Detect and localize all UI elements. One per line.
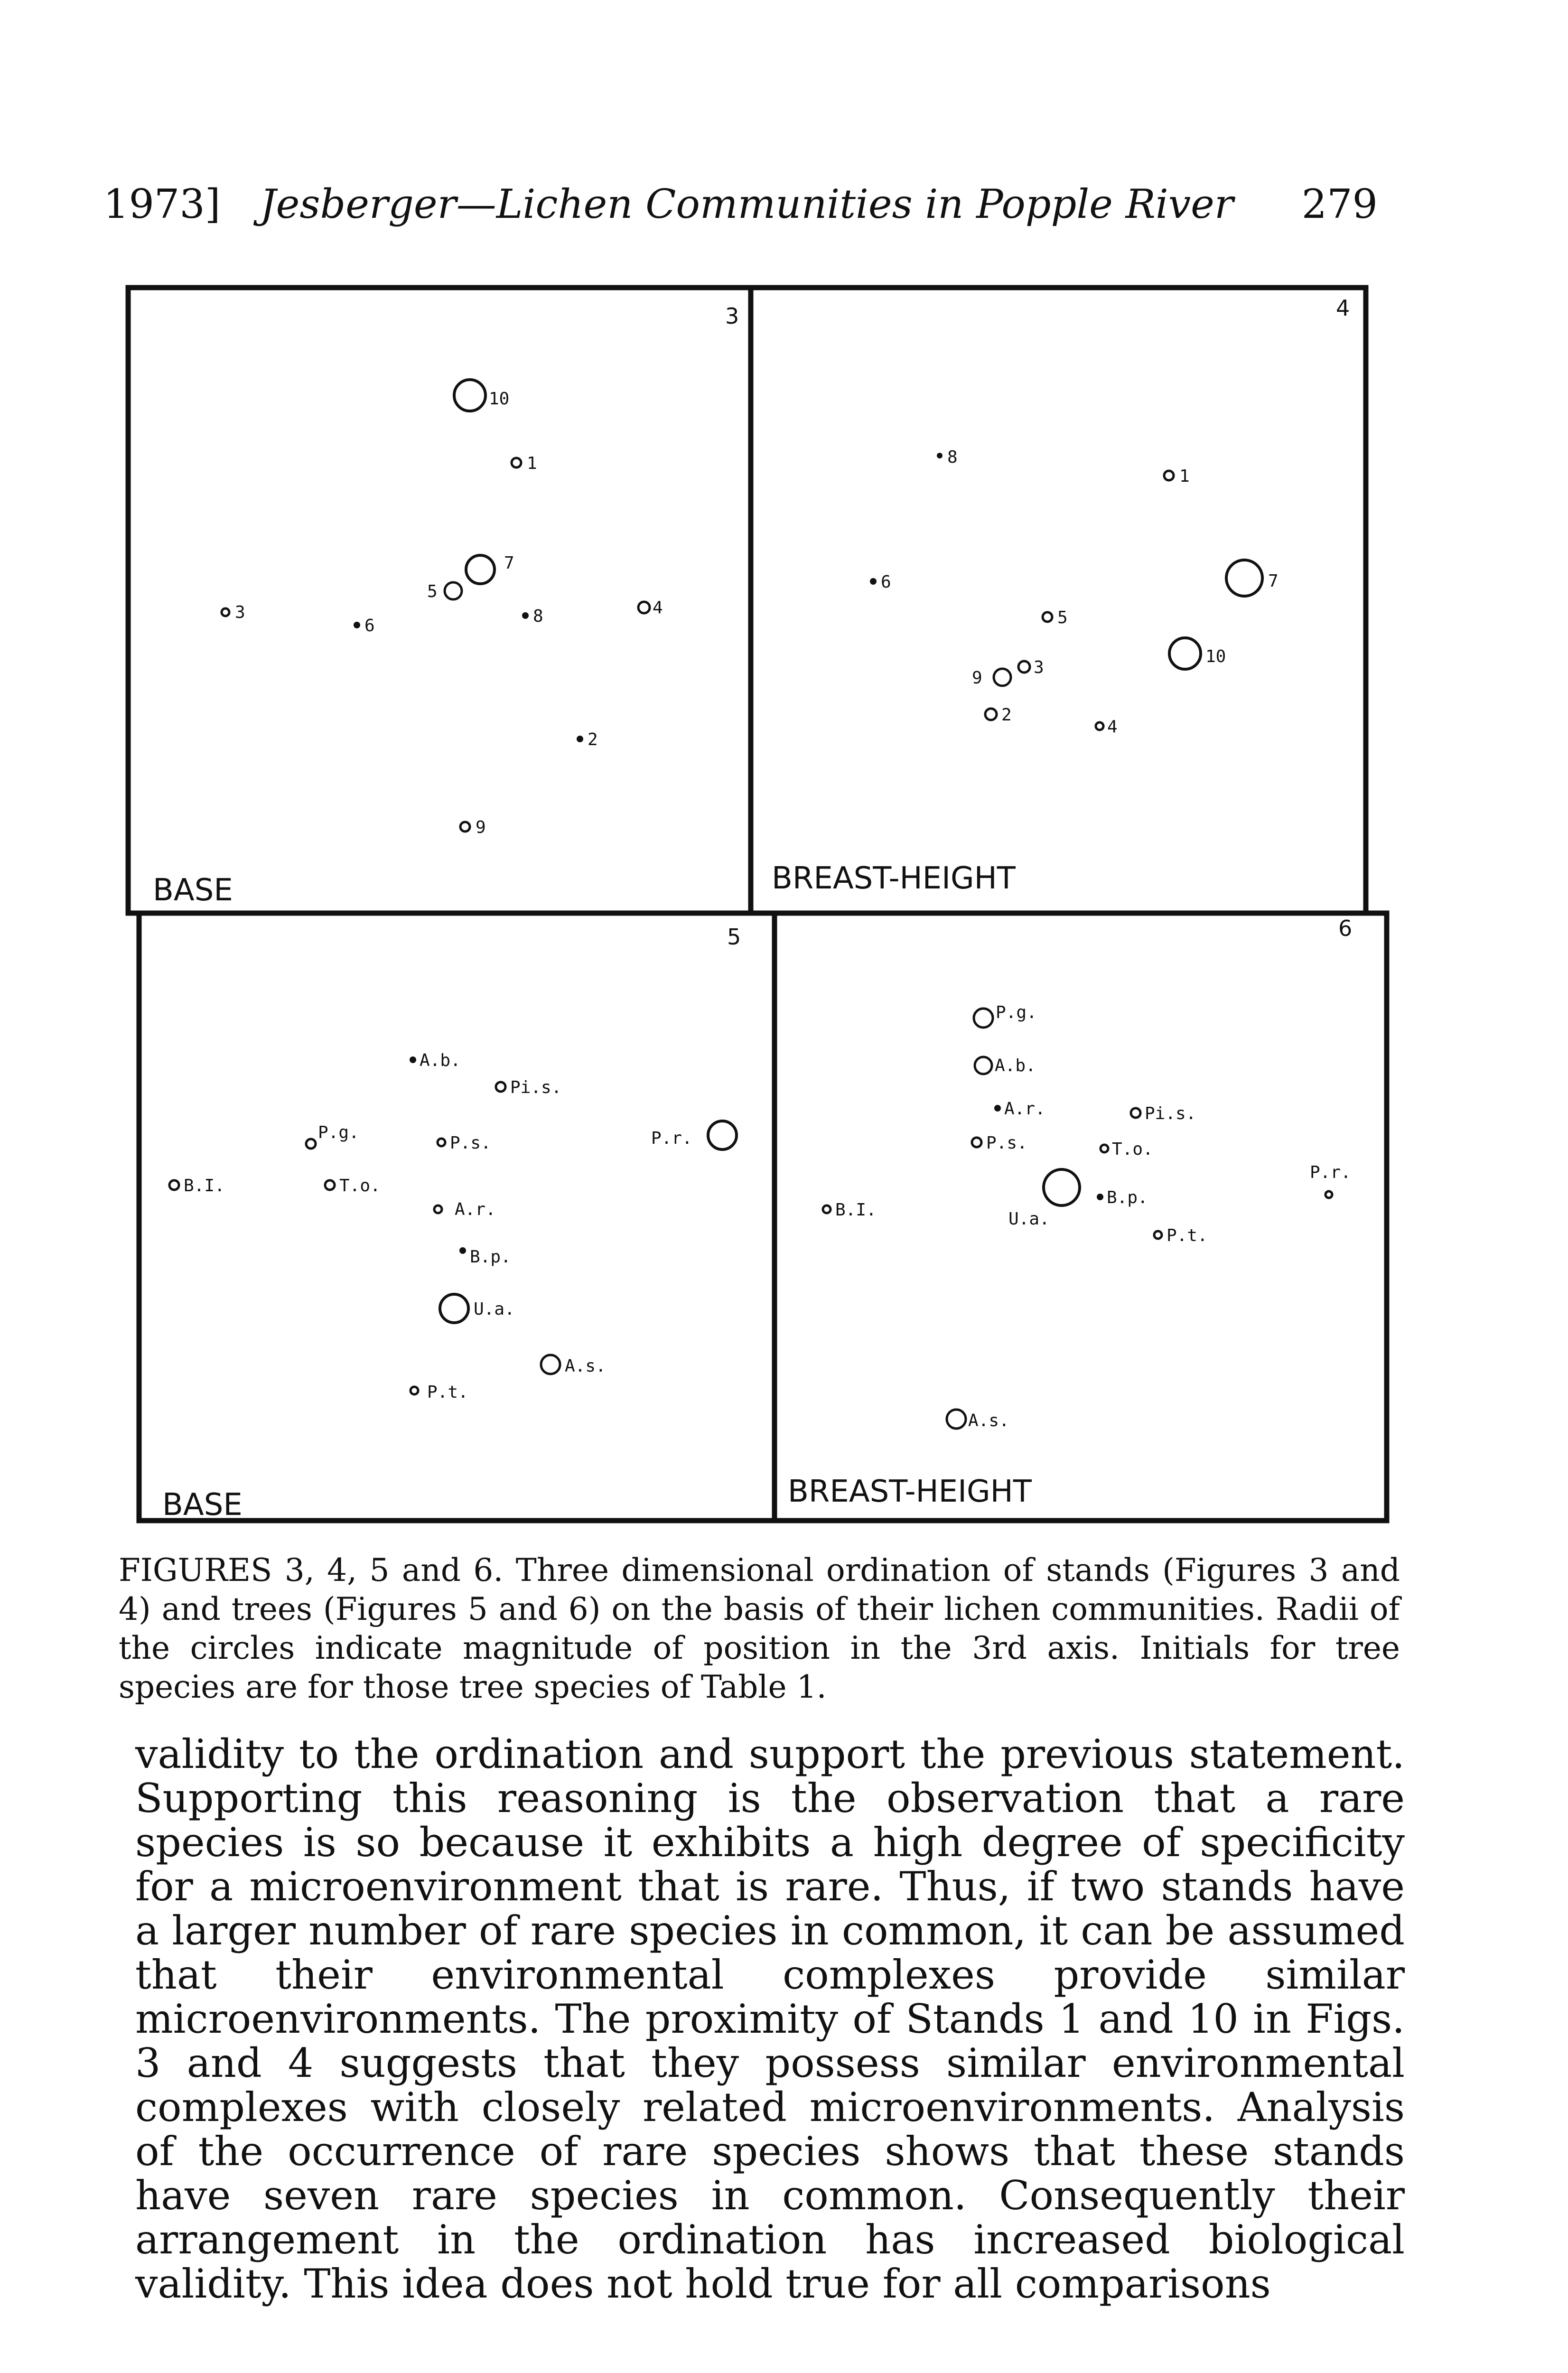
fig3-point-marker [222, 608, 229, 616]
fig3-label: BASE [153, 873, 233, 908]
fig4-label: BREAST-HEIGHT [772, 861, 1016, 896]
fig4-point-label: 4 [1107, 717, 1118, 737]
fig6-point-label: B.I. [835, 1200, 877, 1220]
fig3-point-marker [512, 458, 521, 467]
figure-caption: FIGURES 3, 4, 5 and 6. Three dimensional ordination of stands (Figures 3 and 4) and trees (Figures 5 and 6) on the basis of their lichen communities. Radii of the circles indicate magnitude of position in the 3rd axis. Initials for tree species are for those tree species of Table 1. [119, 1552, 1400, 1705]
fig5-point-label: A.b. [420, 1051, 461, 1070]
fig6-number: 6 [1338, 916, 1353, 941]
fig6-point-label: A.b. [995, 1056, 1036, 1075]
fig3-point-label: 9 [476, 818, 486, 837]
fig5-point-label: P.s. [450, 1133, 491, 1153]
fig5-point-label: U.a. [474, 1299, 515, 1319]
fig5-point-label: P.r. [651, 1129, 692, 1148]
fig6-points [823, 1003, 1351, 1430]
fig3-point-marker [460, 822, 470, 831]
fig3-point-marker [445, 582, 462, 599]
fig4-point-label: 6 [881, 572, 891, 592]
fig5-point-label: P.t. [427, 1383, 468, 1402]
fig3-point-marker [638, 602, 650, 613]
fig5-point-marker [434, 1205, 442, 1213]
fig4-frame [751, 288, 1366, 913]
body-paragraph: validity to the ordination and support the previous statement. Supporting this reasoning is the observation that a rare species is so because it exhibits a high degree of specificity for a microenvironment that is rare. Thus, if two stands have a larger number of rare species in common, it can be assumed that their environmental complexes provide similar microenvironments. The proximity of Stands 1 and 10 in Figs. 3 and 4 suggests that they possess similar environmental complexes with closely related microenvironments. Analysis of the occurrence of rare species shows that these stands have seven rare species in common. Consequently their arrangement in the ordination has increased biological validity. This idea does not hold true for all comparisons [135, 1731, 1405, 2307]
fig5-point-label: T.o. [339, 1176, 381, 1196]
fig5-point-label: Pi.s. [510, 1078, 562, 1097]
fig4-point-marker [937, 453, 943, 458]
fig6-point-marker [823, 1205, 831, 1213]
fig4-point-marker [1018, 661, 1030, 673]
fig4-point-marker [994, 669, 1011, 686]
fig5-point-label: A.s. [565, 1356, 606, 1376]
fig5-point-marker [496, 1082, 505, 1092]
body-text [135, 1732, 1405, 2306]
fig4-point-label: 8 [947, 448, 958, 467]
fig4-point-marker [1164, 471, 1174, 480]
fig4-point-marker [1096, 722, 1103, 730]
fig3-point-marker [577, 736, 583, 742]
fig6-point-marker [972, 1138, 981, 1147]
fig5-point-marker [438, 1139, 445, 1146]
fig6-point-label: P.r. [1310, 1163, 1351, 1182]
fig3-points [222, 380, 663, 837]
fig6-point-marker [1154, 1231, 1162, 1239]
fig4-point-marker [1043, 612, 1052, 622]
fig5-point-label: B.I. [184, 1176, 225, 1196]
fig4-point-marker [870, 578, 877, 585]
fig5-point-label: B.p. [470, 1247, 511, 1267]
fig4-point-label: 3 [1034, 658, 1044, 677]
fig6-point-marker [947, 1410, 966, 1429]
fig5-point-marker [541, 1355, 560, 1374]
fig6-point-label: T.o. [1112, 1140, 1153, 1159]
fig6-point-label: B.p. [1107, 1188, 1148, 1207]
fig6-point-label: A.r. [1004, 1099, 1045, 1119]
fig6-point-label: A.s. [968, 1411, 1009, 1430]
fig5-point-marker [306, 1139, 316, 1149]
fig4-number: 4 [1336, 295, 1350, 321]
fig3-point-label: 4 [653, 598, 663, 617]
fig5-point-marker [325, 1180, 335, 1190]
fig4-point-marker [1226, 560, 1262, 596]
page-number: 279 [1301, 181, 1378, 227]
fig4-point-label: 2 [1001, 705, 1012, 725]
header-year: 1973] [103, 181, 221, 227]
fig6-point-marker [1131, 1108, 1140, 1118]
fig6-point-label: P.t. [1167, 1226, 1208, 1245]
fig3-point-label: 5 [427, 582, 438, 601]
fig6-point-marker [975, 1057, 992, 1074]
fig4-point-label: 5 [1057, 608, 1068, 627]
fig4-point-label: 7 [1268, 571, 1279, 591]
fig4-point-label: 9 [972, 668, 982, 688]
fig5-point-label: P.g. [318, 1123, 359, 1142]
fig3-point-marker [522, 612, 529, 619]
fig5-point-marker [410, 1056, 416, 1063]
fig5-point-marker [411, 1387, 418, 1394]
fig6-point-label: U.a. [1008, 1209, 1050, 1229]
fig5-points [169, 1051, 737, 1402]
fig5-point-label: A.r. [455, 1200, 496, 1219]
fig5-point-marker [708, 1121, 737, 1149]
fig3-point-label: 3 [235, 603, 245, 622]
fig3-point-marker [466, 555, 495, 584]
fig4-point-label: 10 [1205, 647, 1226, 666]
fig5-point-marker [169, 1180, 179, 1190]
fig4-point-marker [985, 709, 997, 720]
fig6-point-label: P.g. [996, 1003, 1037, 1022]
fig3-point-label: 2 [588, 730, 598, 749]
fig3-point-label: 8 [533, 607, 543, 626]
fig3-point-label: 6 [364, 616, 375, 635]
fig6-point-label: P.s. [986, 1133, 1027, 1153]
fig3-point-label: 7 [504, 553, 514, 573]
fig3-point-marker [354, 622, 360, 628]
fig5-number: 5 [727, 924, 741, 950]
fig6-point-marker [1044, 1169, 1080, 1205]
fig5-point-marker [459, 1247, 466, 1254]
fig6-point-marker [1097, 1194, 1103, 1200]
fig4-points [870, 448, 1279, 737]
fig6-point-marker [974, 1009, 993, 1028]
fig6-label: BREAST-HEIGHT [788, 1474, 1032, 1509]
fig5-label: BASE [162, 1487, 243, 1523]
fig3-point-label: 1 [527, 454, 537, 473]
fig3-point-label: 10 [489, 389, 510, 409]
header-title: Jesberger—Lichen Communities in Popple River [260, 181, 1234, 227]
fig3-point-marker [454, 380, 485, 411]
fig4-point-label: 1 [1179, 467, 1190, 486]
fig4-point-marker [1169, 638, 1201, 669]
fig3-number: 3 [725, 303, 739, 329]
fig6-point-label: Pi.s. [1145, 1104, 1196, 1123]
fig6-point-marker [1325, 1191, 1332, 1198]
fig6-point-marker [994, 1105, 1001, 1112]
fig5-point-marker [440, 1294, 468, 1323]
fig6-point-marker [1101, 1145, 1108, 1152]
